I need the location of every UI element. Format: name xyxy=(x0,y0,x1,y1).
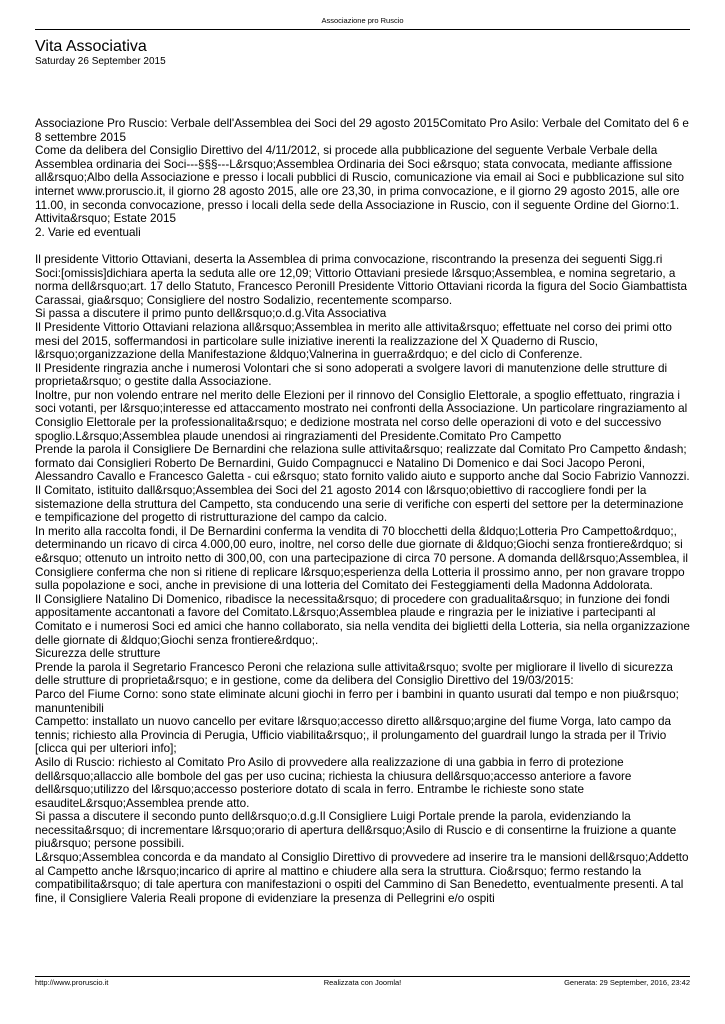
paragraph: Il Consigliere Natalino Di Domenico, ribadisce la necessita&rsquo; di procedere con gradualita&rsquo; in funzione dei fondi appositamente accantonati a favore del Comitato.L&rsquo;Assemblea plaude e ringrazia per le iniziative i partecipanti al Comitato e i numerosi Soci ed amici che hanno collaborato, sia nella vendita dei biglietti della Lotteria, sia nella organizzazione delle giornate di &ldquo;Giochi senza frontiere&rdquo;. xyxy=(35,592,690,647)
page-header xyxy=(35,16,690,25)
site-name: Associazione pro Ruscio xyxy=(321,16,404,25)
section-heading: Sicurezza delle strutture xyxy=(35,647,161,661)
paragraph: Il Presidente ringrazia anche i numerosi Volontari che si sono adoperati a svolgere lavori di manutenzione delle strutture di proprieta&rsquo; o gestite dalla Associazione. xyxy=(35,361,668,389)
paragraph: Campetto: installato un nuovo cancello per evitare l&rsquo;accesso diretto all&rsquo;argine del fiume Vorga, lato campo da tennis; richiesto alla Provincia di Perugia, Ufficio viabilita&rsquo;, il prolungamento del guardrail lungo la strada per il Trivio [clicca qui per ulteriori info]; xyxy=(35,715,672,756)
paragraph: 2. Varie ed eventuali xyxy=(35,225,141,239)
paragraph: Come da delibera del Consiglio Direttivo del 4/11/2012, si procede alla pubblicazione del seguente Verbale Verbale della Assemblea ordinaria dei Soci---§§§---L&rsquo;Assemblea Ordinaria dei Soci e&rsquo; stata convocata, mediante affissione all&rsquo;Albo della Associazione e presso i locali pubblici di Ruscio, comunicazione via email ai Soci e pubblicazione sul sito internet www.proruscio.it, il giorno 28 agosto 2015, alle ore 23,30, in prima convocazione, e il giorno 29 agosto 2015, alle ore 11.00, in seconda convocazione, presso i locali della sede della Associazione in Ruscio, con il seguente Ordine del Giorno:1. Attivita&rsquo; Estate 2015 xyxy=(35,144,685,226)
paragraph: Parco del Fiume Corno: sono state eliminate alcuni giochi in ferro per i bambini in quanto usurati dal tempo e non piu&rsquo; manuntenibili xyxy=(35,687,679,715)
page-title: Vita Associativa xyxy=(35,38,147,55)
article-date: Saturday 26 September 2015 xyxy=(35,56,166,67)
generated-timestamp: Generata: 29 September, 2016, 23:42 xyxy=(564,978,690,987)
article-heading xyxy=(35,38,166,67)
site-url-link[interactable]: http://www.proruscio.it xyxy=(35,978,109,987)
paragraph: Il presidente Vittorio Ottaviani, deserta la Assemblea di prima convocazione, riscontrando la presenza dei seguenti Sigg.ri Soci:[omissis]dichiara aperta la seduta alle ore 12,09; Vittorio Ottaviani presiede l&rsquo;Assemblea, e nomina segretario, a norma dell&rsquo;art. 17 dello Statuto, Francesco PeroniIl Presidente Vittorio Ottaviani ricorda la figura del Socio Giambattista Carassai, gia&rsquo; Consigliere del nostro Sodalizio, recentemente scomparso. xyxy=(35,252,688,307)
paragraph: Si passa a discutere il secondo punto dell&rsquo;o.d.g.Il Consigliere Luigi Portale prende la parola, evidenziando la necessita&rsquo; di incrementare l&rsquo;orario di apertura dell&rsquo;Asilo di Ruscio e di consentirne la fruizione a quante piu&rsquo; persone possibili. xyxy=(35,810,677,851)
paragraph: Associazione Pro Ruscio: Verbale dell'Assemblea dei Soci del 29 agosto 2015Comitato Pro Asilo: Verbale del Comitato del 6 e 8 settembre 2015 xyxy=(35,117,689,144)
footer-divider xyxy=(35,976,690,977)
paragraph: Il Comitato, istituito dall&rsquo;Assemblea dei Soci del 21 agosto 2014 con l&rsquo;obiettivo di raccogliere fondi per la sistemazione della struttura del Campetto, sta conducendo una serie di verifiche con esperti del settore per la determinazione e tempificazione del progetto di ristrutturazione del campo da calcio. xyxy=(35,484,684,525)
paragraph: In merito alla raccolta fondi, il De Bernardini conferma la vendita di 70 blocchetti della &ldquo;Lotteria Pro Campetto&rdquo;, determinando un ricavo di circa 4.000,00 euro, inoltre, nel corso delle due giornate di &ldquo;Giochi senza frontiere&rdquo; si e&rsquo; ottenuto un introito netto di 300,00, con una partecipazione di circa 70 persone. A domanda dell&rsquo;Assemblea, il Consigliere conferma che non si ritiene di replicare l&rsquo;esperienza della Lotteria il prossimo anno, per non gravare troppo sulla popolazione e soci, anche in previsione di una lotteria del Comitato dei Festeggiamenti della Madonna Addolorata. xyxy=(35,524,688,593)
paragraph: Inoltre, pur non volendo entrare nel merito delle Elezioni per il rinnovo del Consiglio Elettorale, a spoglio effettuato, ringrazia i soci votanti, per l&rsquo;interesse ed attaccamento mostrato nei confronti della Associazione. Un particolare ringraziamento al Consiglio Elettorale per la professionalita&rsquo; e dedizione mostrata nel corso delle operazioni di voto e del successivo spoglio.L&rsquo;Assemblea plaude unendosi ai ringraziamenti del Presidente.Comitato Pro Campetto xyxy=(35,388,688,443)
paragraph: Asilo di Ruscio: richiesto al Comitato Pro Asilo di provvedere alla realizzazione di una gabbia in ferro di protezione dell&rsquo;allaccio alle bombole del gas per uso cucina; richiesta la chiusura dell&rsquo;accesso anteriore a favore dell&rsquo;utilizzo del l&rsquo;accesso posteriore dotato di scala in ferro. Entrambe le richieste sono state esauditeL&rsquo;Assemblea prende atto. xyxy=(35,755,632,810)
paragraph: Si passa a discutere il primo punto dell&rsquo;o.d.g.Vita Associativa xyxy=(35,307,387,321)
blank-line xyxy=(35,239,690,253)
footer-credit: Realizzata con Joomla! xyxy=(323,978,402,987)
paragraph: Prende la parola il Segretario Francesco Peroni che relaziona sulle attivita&rsquo; svolte per migliorare il livello di sicurezza delle strutture di proprieta&rsquo; e in gestione, come da delibera del Consiglio Direttivo del 19/03/2015: xyxy=(35,660,673,688)
paragraph: L&rsquo;Assemblea concorda e da mandato al Consiglio Direttivo di provvedere ad inserire tra le mansioni dell&rsquo;Addetto al Campetto anche l&rsquo;incarico di aprire al mattino e chiudere alla sera la struttura. Cio&rsquo; fermo restando la compatibilita&rsquo; di tale apertura con manifestazioni o ospiti del Cammino di San Benedetto, eventualmente presenti. A tal fine, il Consigliere Valeria Reali propone di evidenziare la presenza di Pellegrini e/o ospiti xyxy=(35,851,689,905)
paragraph: Il Presidente Vittorio Ottaviani relaziona all&rsquo;Assemblea in merito alle attivita&rsquo; effettuate nel corso dei primi otto mesi del 2015, soffermandosi in particolare sulle iniziative inerenti la realizzazione del X Quaderno di Ruscio, l&rsquo;organizzazione della Manifestazione &ldquo;Valnerina in guerra&rdquo; e del ciclo di Conferenze. xyxy=(35,320,672,362)
page-footer xyxy=(35,978,690,987)
article-body xyxy=(35,117,690,975)
header-divider xyxy=(35,29,690,30)
paragraph: Prende la parola il Consigliere De Bernardini che relaziona sulle attivita&rsquo; realizzate dal Comitato Pro Campetto &ndash; formato dai Consiglieri Roberto De Bernardini, Guido Compagnucci e Natalino Di Domenico e dai Soci Jacopo Peroni, Alessandro Cavallo e Francesco Galetta - cui e&rsquo; stato fornito valido aiuto e supporto anche dal Socio Fabrizio Vannozzi. xyxy=(35,443,690,484)
